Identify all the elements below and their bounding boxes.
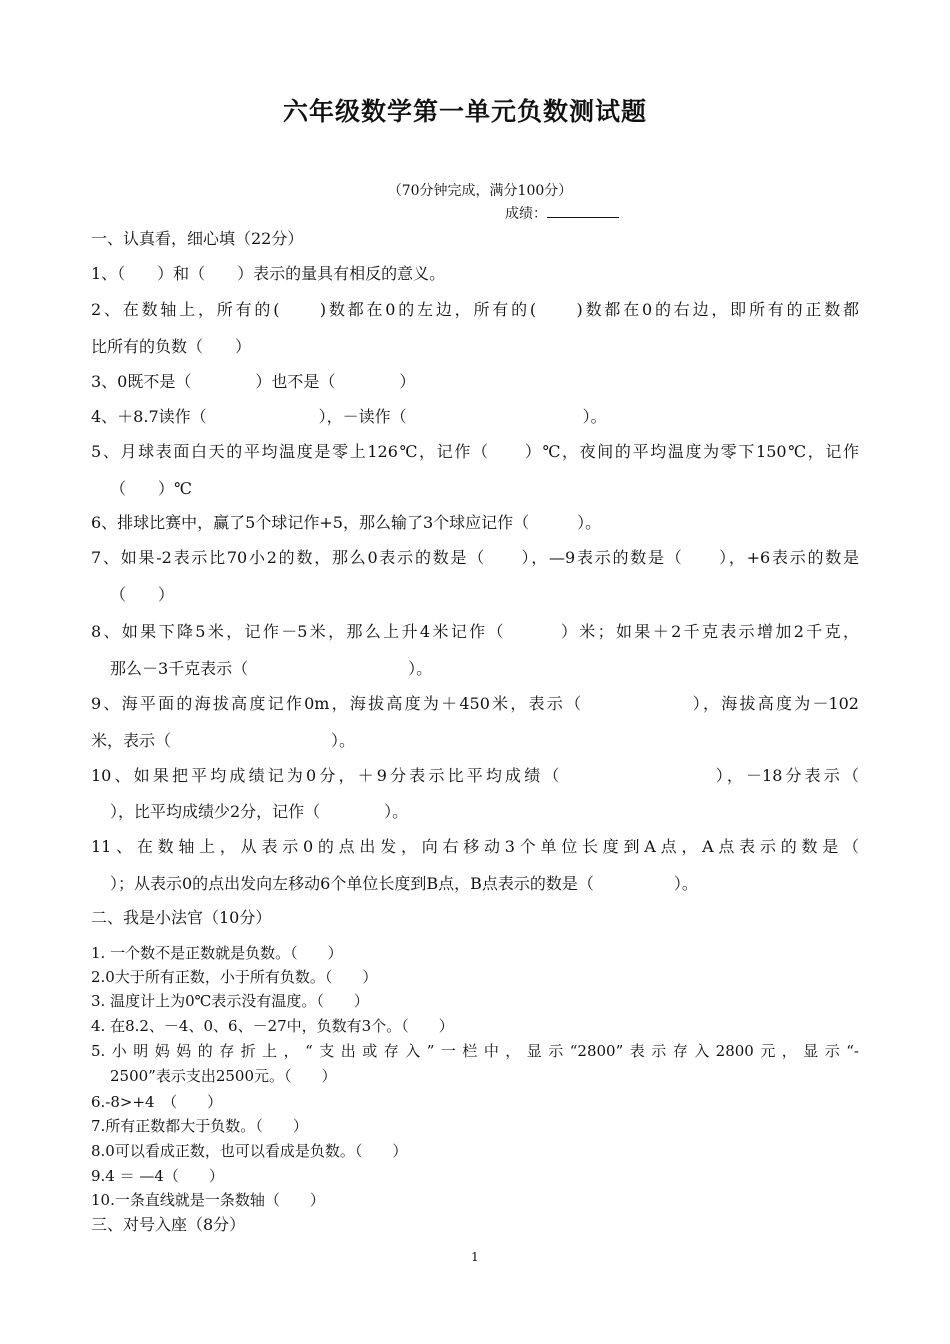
section-2-heading: 二、我是小法官（10分） — [91, 908, 272, 927]
judgement-item: 2.0大于所有正数，小于所有负数。（ ） — [91, 968, 378, 986]
question-line: ）；从表示0的点出发向左移动6个单位长度到B点，B点表示的数是（ ）。 — [110, 874, 698, 893]
question-line: 7、如果-2表示比70小2的数，那么0表示的数是（ ），—9表示的数是（ ），+6表示的数是 — [91, 548, 859, 567]
question-line: 米，表示（ ）。 — [91, 731, 356, 750]
judgement-item: 2500”表示支出2500元。（ ） — [110, 1067, 337, 1085]
judgement-item: 3. 温度计上为0℃表示没有温度。（ ） — [91, 992, 369, 1010]
exam-subtitle: （70分钟完成，满分100分） — [387, 183, 573, 199]
question-line: 8、如果下降5米，记作－5米，那么上升4米记作（ ）米；如果＋2千克表示增加2千克， — [91, 622, 859, 641]
question-line: 3、0既不是（ ）也不是（ ） — [91, 372, 416, 391]
question-line: 11、在数轴上，从表示0的点出发，向右移动3个单位长度到A点，A点表示的数是（ — [91, 837, 859, 856]
section-3-heading: 三、对号入座（8分） — [91, 1215, 246, 1234]
judgement-item: 6.-8>+4 （ ） — [91, 1093, 223, 1111]
question-line: 比所有的负数（ ） — [91, 337, 252, 356]
question-line: 那么－3千克表示（ ）。 — [110, 659, 433, 678]
question-line: 1、（ ）和（ ）表示的量具有相反的意义。 — [91, 264, 446, 283]
page-number: 1 — [471, 1250, 479, 1264]
question-line: 2、在数轴上，所有的( )数都在0的左边，所有的( )数都在0的右边，即所有的正数都 — [91, 300, 859, 319]
score-blank[interactable] — [547, 203, 619, 218]
judgement-item: 10.一条直线就是一条数轴（ ） — [91, 1191, 325, 1209]
judgement-item: 7.所有正数都大于负数。（ ） — [91, 1117, 308, 1135]
question-line: 10、如果把平均成绩记为0分，＋9分表示比平均成绩（ ），－18分表示（ — [91, 766, 859, 785]
section-1-heading: 一、认真看，细心填（22分） — [91, 229, 304, 248]
question-line: 9、海平面的海拔高度记作0m，海拔高度为＋450米，表示（ ），海拔高度为－102 — [91, 694, 859, 713]
judgement-item: 8.0可以看成正数，也可以看成是负数。（ ） — [91, 1142, 408, 1160]
judgement-item: 1. 一个数不是正数就是负数。（ ） — [91, 944, 343, 962]
page-title: 六年级数学第一单元负数测试题 — [282, 97, 647, 126]
question-line: （ ） — [110, 585, 175, 604]
question-line: （ ）℃ — [110, 479, 192, 498]
score-field — [505, 203, 619, 223]
judgement-item: 9.4 ＝ —4（ ） — [91, 1167, 224, 1185]
judgement-item: 4. 在8.2、－4、0、6、－27中，负数有3个。（ ） — [91, 1017, 454, 1035]
judgement-item: 5.小明妈妈的存折上，“支出或存入”一栏中，显示“2800”表示存入2800元，显示“- — [91, 1042, 859, 1060]
question-line: 5、月球表面白天的平均温度是零上126℃，记作（ ）℃，夜间的平均温度为零下150℃，记作 — [91, 442, 859, 461]
question-line: ），比平均成绩少2分，记作（ ）。 — [110, 802, 409, 821]
question-line: 6、排球比赛中，赢了5个球记作+5，那么输了3个球应记作（ ）。 — [91, 513, 602, 532]
question-line: 4、＋8.7读作（ ），－读作（ ）。 — [91, 407, 607, 426]
score-label: 成绩： — [505, 206, 547, 222]
